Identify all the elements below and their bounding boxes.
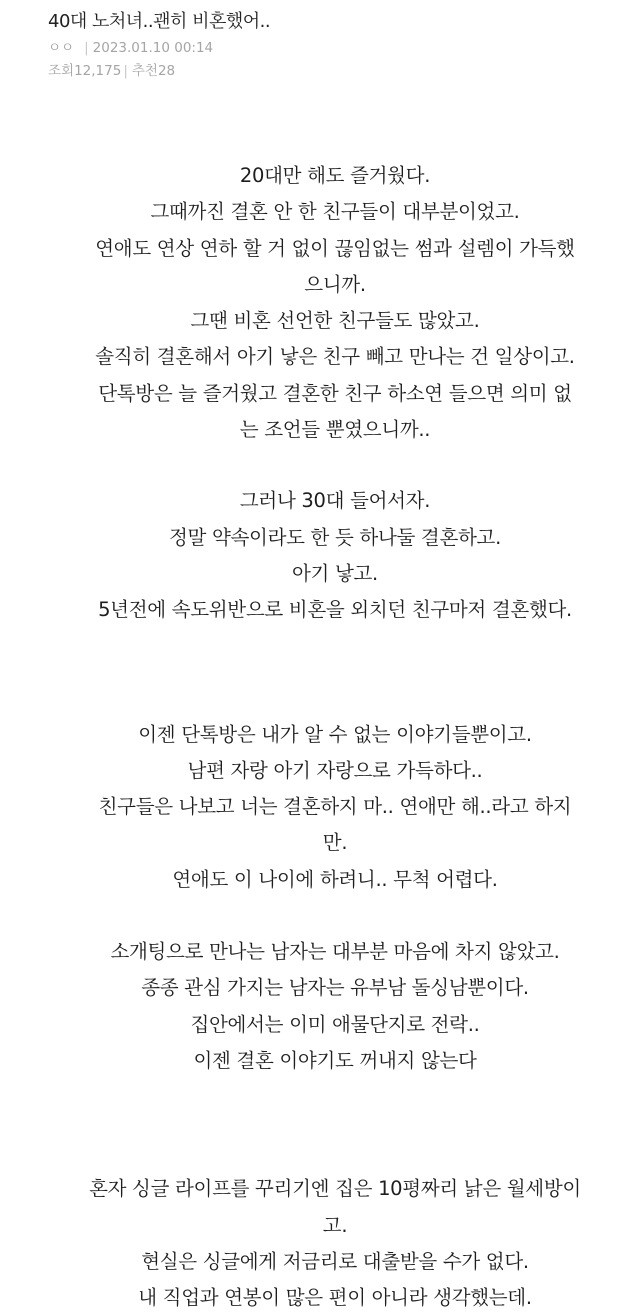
paragraph-3: [40, 717, 630, 898]
paragraph-spacer: [40, 898, 630, 934]
post-date: 2023.01.10 00:14: [92, 40, 214, 56]
post-body: [40, 158, 630, 1316]
view-count: 조회12,175: [48, 63, 122, 79]
body-line: 혼자 싱글 라이프를 꾸리기엔 집은 10평짜리 낡은 월세방이: [89, 1177, 581, 1201]
paragraph-spacer: [40, 448, 630, 483]
body-line: 종종 관심 가지는 남자는 유부남 돌싱남뿐이다.: [141, 976, 529, 1000]
body-line: 만.: [322, 831, 348, 855]
meta-divider: |: [84, 40, 89, 56]
body-line: 솔직히 결혼해서 아기 낳은 친구 빼고 만나는 건 일상이고.: [95, 345, 575, 369]
body-line: 정말 약속이라도 한 듯 하나둘 결혼하고.: [169, 525, 501, 549]
body-line: 이젠 결혼 이야기도 꺼내지 않는다: [193, 1048, 477, 1072]
body-line: 으니까.: [304, 272, 366, 296]
recommend-count: 추천28: [131, 63, 176, 79]
meta-divider: |: [123, 63, 128, 79]
body-line: 20대만 해도 즐거웠다.: [239, 164, 431, 187]
body-line: 그러나 30대 들어서자.: [239, 489, 431, 513]
paragraph-spacer: [40, 1079, 630, 1171]
author-name[interactable]: ㅇㅇ: [48, 40, 75, 56]
body-line: 단톡방은 늘 즐거웠고 결혼한 친구 하소연 들으면 의미 없: [98, 381, 572, 405]
body-line: 그땐 비혼 선언한 친구들도 많았고.: [190, 309, 480, 333]
body-line: 연애도 연상 연하 할 거 없이 끊임없는 썸과 설렘이 가득했: [95, 236, 575, 260]
paragraph-1: [40, 158, 630, 448]
body-line: 현실은 싱글에게 저금리로 대출받을 수가 없다.: [141, 1249, 529, 1273]
body-line: 고.: [322, 1213, 348, 1237]
body-line: 집안에서는 이미 애물단지로 전락..: [190, 1012, 480, 1036]
body-line: 친구들은 나보고 너는 결혼하지 마.. 연애만 해..라고 하지: [98, 795, 572, 819]
body-line: 연애도 이 나이에 하려니.. 무척 어렵다.: [172, 867, 498, 891]
paragraph-5: [40, 1171, 630, 1316]
body-line: 아기 낳고.: [292, 561, 378, 585]
body-line: 소개팅으로 만나는 남자는 대부분 마음에 차지 않았고.: [110, 940, 560, 964]
post-header: [0, 0, 640, 90]
post-meta-author-date: [48, 39, 213, 57]
body-line: 내 직업과 연봉이 많은 편이 아니라 생각했는데.: [138, 1286, 532, 1310]
paragraph-4: [40, 934, 630, 1079]
body-line: 그때까진 결혼 안 한 친구들이 대부분이었고.: [150, 200, 520, 224]
body-line: 남편 자랑 아기 자랑으로 가득하다..: [187, 758, 483, 782]
paragraph-spacer: [40, 629, 630, 717]
post-title: 40대 노처녀..괜히 비혼했어..: [48, 11, 271, 32]
body-line: 는 조언들 뿐였으니까..: [239, 418, 431, 442]
post-meta-stats: [48, 62, 175, 80]
body-line: 이젠 단톡방은 내가 알 수 없는 이야기들뿐이고.: [138, 722, 532, 746]
body-line: 5년전에 속도위반으로 비혼을 외치던 친구마저 결혼했다.: [98, 598, 572, 622]
paragraph-2: [40, 483, 630, 628]
